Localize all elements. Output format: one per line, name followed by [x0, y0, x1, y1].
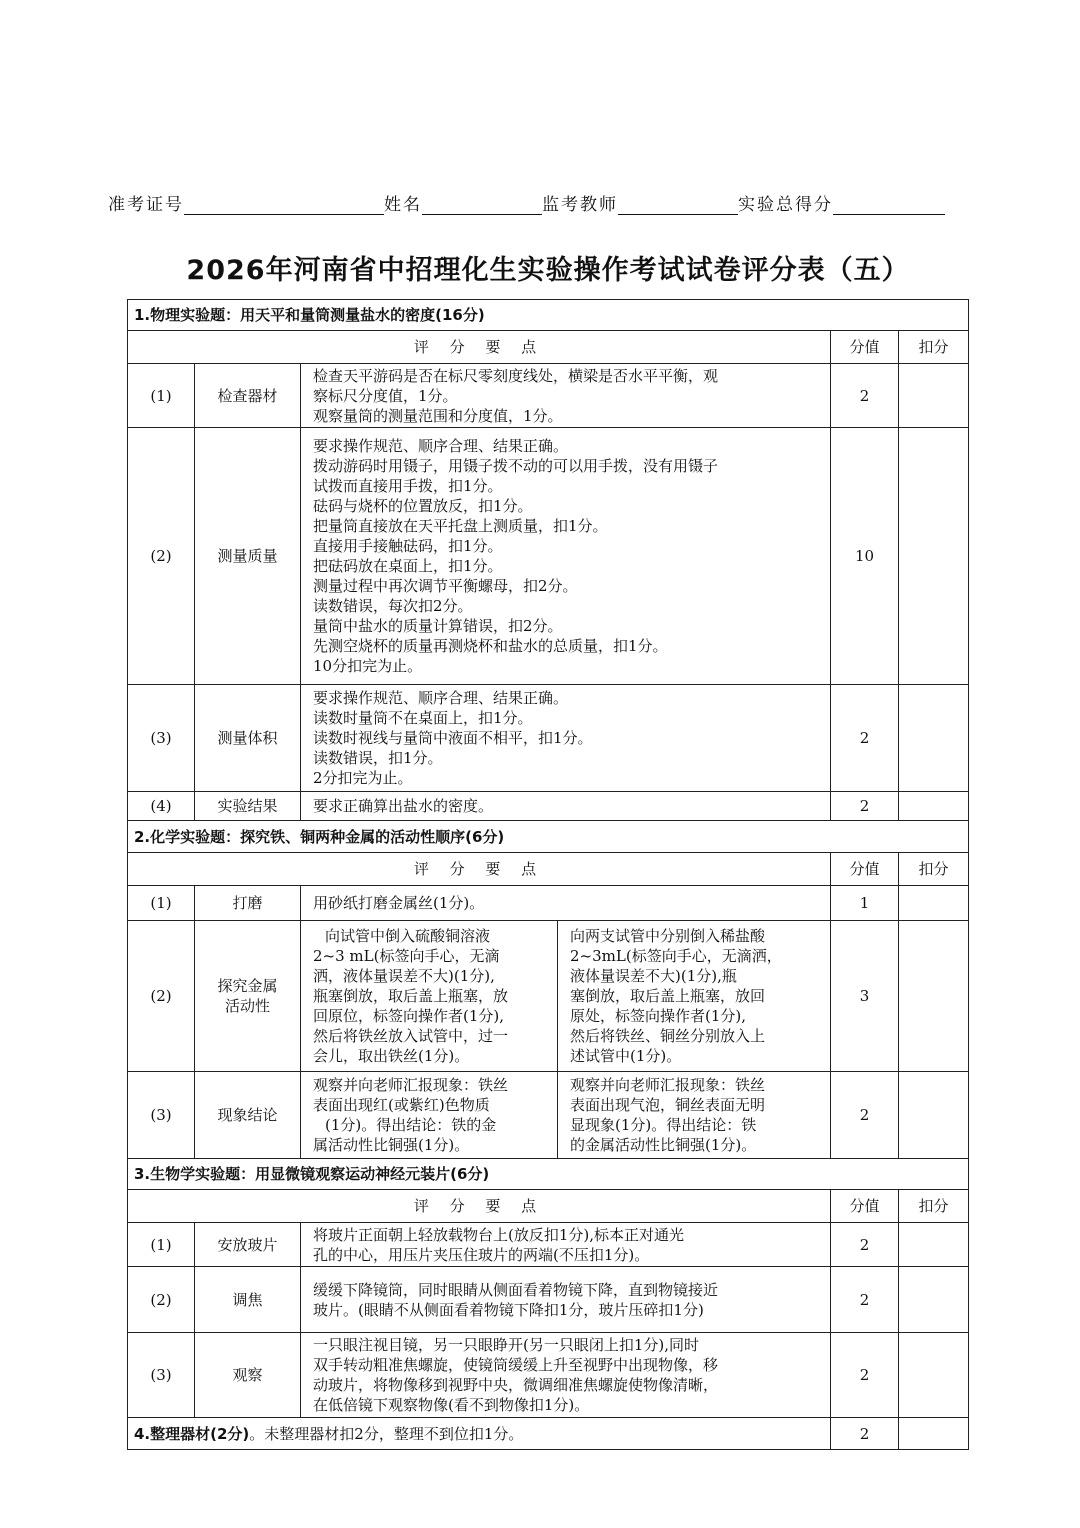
- item-description: 检查天平游码是否在标尺零刻度线处，横梁是否水平平衡，观 察标尺分度值，1分。 观察量筒的测量范围和分度值，1分。: [301, 364, 831, 428]
- item-score: 2: [831, 792, 899, 821]
- item-score: 2: [831, 1418, 899, 1450]
- item-description: 用砂纸打磨金属丝(1分)。: [301, 886, 831, 921]
- item-number: (3): [128, 1072, 195, 1159]
- item-description: 将玻片正面朝上轻放载物台上(放反扣1分),标本正对通光 孔的中心，用压片夹压住玻片的两端(不压扣1分)。: [301, 1223, 831, 1267]
- item-number: (1): [128, 1223, 195, 1267]
- item-description: 要求操作规范、顺序合理、结果正确。 拨动游码时用镊子，用镊子拨不动的可以用手拨，没有用镊子 试拨而直接用手拨，扣1分。 砝码与烧杯的位置放反，扣1分。 把量筒直接放在天平托盘上测质量，扣1分。 直接用手接触砝码，扣1分。 把砝码放在桌面上，扣1分。 测量过程中再次调节平衡螺母，扣2分。 读数错误，每次扣2分。 量筒中盐水的质量计算错误，扣2分。 先测空烧杯的质量再测烧杯和盐水的总质量，扣1分。 10分扣完为止。: [301, 428, 831, 685]
- table-row: [128, 1072, 969, 1159]
- column-header-row: [128, 853, 969, 886]
- table-row: [128, 886, 969, 921]
- points-header: 评 分 要 点: [128, 1190, 831, 1223]
- deduct-cell[interactable]: [899, 792, 969, 821]
- deduct-cell[interactable]: [899, 1223, 969, 1267]
- item-score: 2: [831, 1333, 899, 1418]
- score-header: 分值: [831, 1190, 899, 1223]
- exam-id-label: 准考证号: [108, 195, 184, 215]
- section-3-header: [128, 1159, 969, 1190]
- item-name: 现象结论: [195, 1072, 301, 1159]
- item-number: (3): [128, 685, 195, 792]
- deduct-cell[interactable]: [899, 886, 969, 921]
- total-score-label: 实验总得分: [738, 195, 833, 215]
- deduct-cell[interactable]: [899, 364, 969, 428]
- name-label: 姓名: [384, 195, 422, 215]
- section-2-title: 2.化学实验题：探究铁、铜两种金属的活动性顺序(6分): [128, 821, 969, 853]
- score-header: 分值: [831, 853, 899, 886]
- item-name: 测量质量: [195, 428, 301, 685]
- table-row: [128, 792, 969, 821]
- section-4-description: 。未整理器材扣2分，整理不到位扣1分。: [249, 1424, 524, 1443]
- deduct-cell[interactable]: [899, 428, 969, 685]
- proctor-blank[interactable]: [618, 196, 738, 215]
- item-name: 安放玻片: [195, 1223, 301, 1267]
- name-blank[interactable]: [422, 196, 542, 215]
- table-row: [128, 1333, 969, 1418]
- item-score: 10: [831, 428, 899, 685]
- table-row: [128, 428, 969, 685]
- hydrochloric-acid-method: 向两支试管中分别倒入稀盐酸 2~3mL(标签向手心，无滴洒， 液体量误差不大)(1分),瓶 塞倒放，取后盖上瓶塞，放回 原处，标签向操作者(1分), 然后将铁丝、铜丝分别放入上 述试管中(1分)。: [558, 921, 831, 1072]
- deduct-header: 扣分: [899, 331, 969, 364]
- item-score: 2: [831, 364, 899, 428]
- column-header-row: [128, 1190, 969, 1223]
- item-score: 3: [831, 921, 899, 1072]
- deduct-cell[interactable]: [899, 1418, 969, 1450]
- score-header: 分值: [831, 331, 899, 364]
- deduct-header: 扣分: [899, 853, 969, 886]
- item-description: 一只眼注视目镜，另一只眼睁开(另一只眼闭上扣1分),同时 双手转动粗准焦螺旋，使镜筒缓缓上升至视野中出现物像，移 动玻片，将物像移到视野中央，微调细准焦螺旋使物像清晰， 在低倍镜下观察物像(看不到物像扣1分)。: [301, 1333, 831, 1418]
- candidate-info-line: [108, 190, 988, 218]
- section-4-row: [128, 1418, 969, 1450]
- item-name: 测量体积: [195, 685, 301, 792]
- deduct-cell[interactable]: [899, 1267, 969, 1333]
- item-number: (2): [128, 921, 195, 1072]
- page-title: 2026年河南省中招理化生实验操作考试试卷评分表（五）: [186, 255, 910, 286]
- total-score-blank[interactable]: [833, 196, 945, 215]
- item-score: 2: [831, 685, 899, 792]
- item-number: (4): [128, 792, 195, 821]
- item-name: 检查器材: [195, 364, 301, 428]
- points-header: 评 分 要 点: [128, 853, 831, 886]
- copper-sulfate-conclusion: 观察并向老师汇报现象：铁丝 表面出现红(或紫红)色物质 (1分)。得出结论：铁的金 属活动性比铜强(1分)。: [301, 1072, 558, 1159]
- deduct-cell[interactable]: [899, 685, 969, 792]
- item-number: (2): [128, 428, 195, 685]
- section-3-title: 3.生物学实验题：用显微镜观察运动神经元装片(6分): [128, 1159, 969, 1190]
- item-name: 打磨: [195, 886, 301, 921]
- table-row: [128, 921, 969, 1072]
- exam-id-blank[interactable]: [184, 196, 384, 215]
- item-score: 2: [831, 1223, 899, 1267]
- hydrochloric-acid-conclusion: 观察并向老师汇报现象：铁丝 表面出现气泡，铜丝表面无明 显现象(1分)。得出结论：铁 的金属活动性比铜强(1分)。: [558, 1072, 831, 1159]
- section-2-header: [128, 821, 969, 853]
- item-score: 2: [831, 1267, 899, 1333]
- item-number: (1): [128, 364, 195, 428]
- item-description: 缓缓下降镜筒，同时眼睛从侧面看着物镜下降，直到物镜接近 玻片。(眼睛不从侧面看着物镜下降扣1分，玻片压碎扣1分): [301, 1267, 831, 1333]
- copper-sulfate-method: 向试管中倒入硫酸铜溶液 2~3 mL(标签向手心，无滴 洒，液体量误差不大)(1分), 瓶塞倒放，取后盖上瓶塞，放 回原位，标签向操作者(1分), 然后将铁丝放入试管中，过一 会儿，取出铁丝(1分)。: [301, 921, 558, 1072]
- deduct-cell[interactable]: [899, 1333, 969, 1418]
- section-4-title: 4.整理器材(2分): [134, 1424, 250, 1443]
- section-4-text: [128, 1418, 831, 1450]
- proctor-label: 监考教师: [542, 195, 618, 215]
- item-score: 1: [831, 886, 899, 921]
- deduct-header: 扣分: [899, 1190, 969, 1223]
- deduct-cell[interactable]: [899, 921, 969, 1072]
- item-score: 2: [831, 1072, 899, 1159]
- table-row: [128, 1267, 969, 1333]
- deduct-cell[interactable]: [899, 1072, 969, 1159]
- column-header-row: [128, 331, 969, 364]
- item-number: (1): [128, 886, 195, 921]
- item-number: (2): [128, 1267, 195, 1333]
- item-name: 观察: [195, 1333, 301, 1418]
- item-name: 探究金属 活动性: [195, 921, 301, 1072]
- section-1-title: 1.物理实验题：用天平和量筒测量盐水的密度(16分): [128, 300, 969, 331]
- item-name: 实验结果: [195, 792, 301, 821]
- item-name: 调焦: [195, 1267, 301, 1333]
- table-row: [128, 685, 969, 792]
- item-description: 要求操作规范、顺序合理、结果正确。 读数时量筒不在桌面上，扣1分。 读数时视线与量筒中液面不相平，扣1分。 读数错误，扣1分。 2分扣完为止。: [301, 685, 831, 792]
- item-number: (3): [128, 1333, 195, 1418]
- table-row: [128, 364, 969, 428]
- item-description: 要求正确算出盐水的密度。: [301, 792, 831, 821]
- section-1-header: [128, 300, 969, 331]
- scoring-table: [127, 299, 969, 1450]
- points-header: 评 分 要 点: [128, 331, 831, 364]
- table-row: [128, 1223, 969, 1267]
